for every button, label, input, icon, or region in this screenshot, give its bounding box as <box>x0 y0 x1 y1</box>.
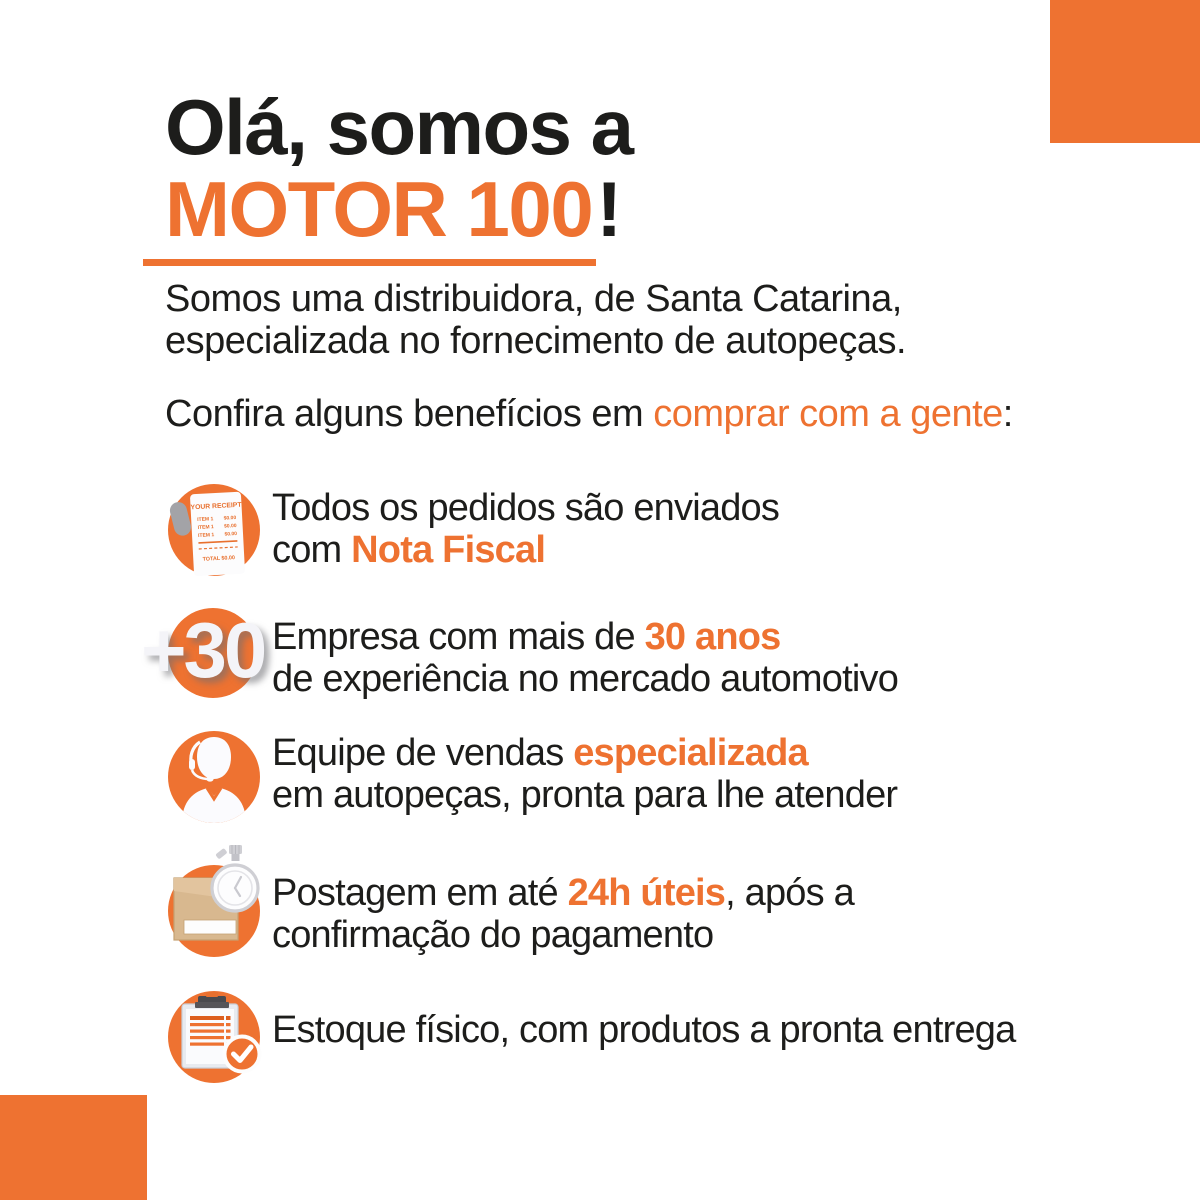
benefits-heading <box>165 393 1013 435</box>
stopwatch-side-button <box>215 848 227 860</box>
stopwatch <box>212 845 258 911</box>
list-box-1 <box>226 1016 231 1020</box>
benefit-1-text <box>272 487 779 571</box>
brand-name: MOTOR 100 <box>143 168 596 266</box>
list-box-2 <box>226 1023 231 1026</box>
receipt-item-value: $0.00 <box>223 514 237 522</box>
benefit-1-line2-pre: com <box>272 529 352 571</box>
receipt-item-label: ITEM 1 <box>197 516 214 524</box>
benefit-3-line2: em autopeças, pronta para lhe atender <box>272 774 898 816</box>
benefit-2-text <box>272 616 898 700</box>
benefit-2-line1-pre: Empresa com mais de <box>272 616 645 658</box>
receipt-header-text: YOUR RECEIPT <box>190 501 242 512</box>
benefit-2-highlight: 30 anos <box>644 616 781 658</box>
benefit-5-text <box>272 1009 1015 1051</box>
receipt-item-label: ITEM 1 <box>197 532 215 539</box>
intro-line-2: especializada no fornecimento de autopeças. <box>165 320 907 362</box>
bottom-left-square-decor <box>0 1095 147 1200</box>
plus-30-badge-text: +30 <box>141 606 265 694</box>
receipt-total-text: TOTAL $0.00 <box>202 555 236 563</box>
benefit-4-line2: confirmação do pagamento <box>272 914 714 956</box>
clipboard-clip-button <box>206 992 218 997</box>
title-greeting: Olá, somos a <box>165 83 633 171</box>
agent-head <box>197 737 231 779</box>
title-exclamation: ! <box>596 165 621 253</box>
list-line-3 <box>190 1030 224 1033</box>
benefit-3-text <box>272 732 897 816</box>
benefit-5-line1: Estoque físico, com produtos a pronta entrega <box>272 1009 1016 1051</box>
heading-pre: Confira alguns benefícios em <box>165 393 654 435</box>
benefit-1-line1: Todos os pedidos são enviados <box>272 487 780 529</box>
stopwatch-stem <box>232 854 240 861</box>
list-line-4 <box>190 1036 224 1039</box>
benefit-3-line1-pre: Equipe de vendas <box>272 732 574 774</box>
list-box-4 <box>226 1036 231 1039</box>
receipt-item-value: $0.00 <box>224 530 238 538</box>
check-circle <box>225 1037 260 1072</box>
heading-highlight: comprar com a gente <box>653 393 1003 435</box>
benefit-4-highlight: 24h úteis <box>567 872 726 914</box>
page-title <box>165 83 633 266</box>
receipt-sheet <box>190 492 246 577</box>
receipt-item-value: $0.00 <box>223 522 237 530</box>
clipboard-clip-base <box>195 1002 229 1008</box>
headset-earpiece <box>189 759 195 770</box>
receipt-item-label: ITEM 1 <box>197 524 214 531</box>
title-brand-line <box>165 165 633 266</box>
list-line-5 <box>190 1043 224 1046</box>
benefit-1-line2 <box>272 529 779 571</box>
list-box-3 <box>226 1030 231 1033</box>
benefit-4-text <box>272 872 854 956</box>
benefit-2-line2: de experiência no mercado automotivo <box>272 658 899 700</box>
intro-line-1: Somos uma distribuidora, de Santa Catarina, <box>165 278 902 320</box>
benefit-4-line1-pre: Postagem em até <box>272 872 568 914</box>
headset-mic <box>206 776 213 781</box>
list-line-2 <box>190 1023 224 1026</box>
benefit-4-line1-post: , após a <box>725 872 854 914</box>
list-line-1 <box>190 1016 224 1020</box>
benefit-3-highlight: especializada <box>573 732 808 774</box>
heading-colon: : <box>1002 393 1013 435</box>
benefit-1-highlight: Nota Fiscal <box>351 529 546 571</box>
top-right-square-decor <box>1050 0 1200 143</box>
intro-paragraph <box>165 278 906 362</box>
box-label <box>184 920 236 934</box>
